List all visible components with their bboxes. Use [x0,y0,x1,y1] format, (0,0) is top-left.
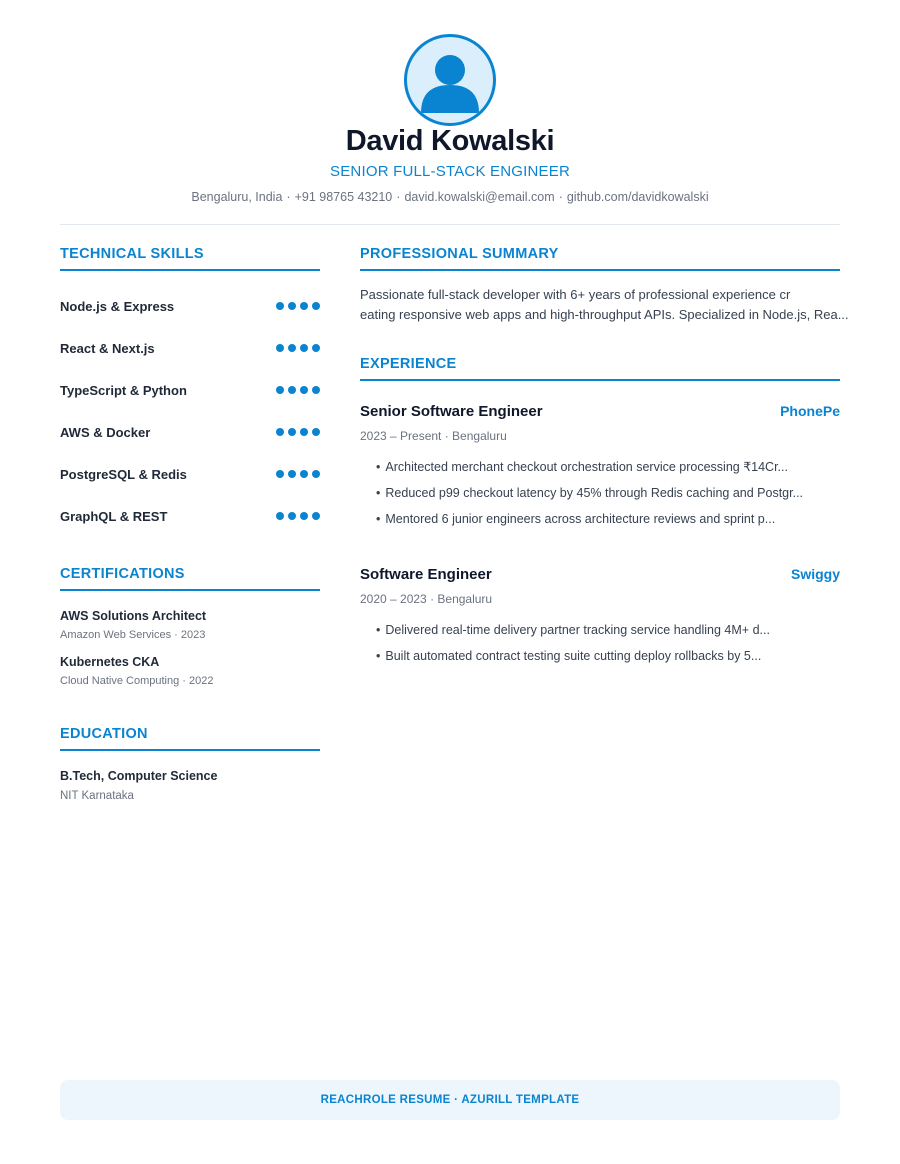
education-item [60,769,320,802]
skill-level-dot [276,302,284,310]
skill-name: GraphQL & REST [60,508,168,524]
skill-name: TypeScript & Python [60,382,187,398]
skill-level-dot [276,512,284,520]
education-section [60,726,320,802]
contact-location: Bengaluru, India [191,190,283,204]
skill-row [60,369,320,411]
candidate-title: SENIOR FULL-STACK ENGINEER [330,163,570,180]
skill-row [60,285,320,327]
skill-level [276,470,320,478]
skill-level-dot [300,344,308,352]
skill-level [276,428,320,436]
skill-name: AWS & Docker [60,424,151,440]
candidate-name: David Kowalski [345,125,555,157]
skill-level-dot [312,344,320,352]
contact-github: github.com/davidkowalski [566,190,709,204]
summary-line: eating responsive web apps and high-throughput APIs. Specialized in Node.js, Rea... [360,307,849,322]
certification-item [60,655,320,687]
skill-name: Node.js & Express [60,298,175,314]
skill-row [60,327,320,369]
skill-row [60,411,320,453]
contact-separator: · [396,190,401,204]
skill-level-dot [300,470,308,478]
education-degree: B.Tech, Computer Science [60,769,218,783]
job-company: PhonePe [780,403,840,419]
skill-level-dot [312,512,320,520]
job-header [360,566,840,583]
skill-level [276,512,320,520]
skill-level-dot [312,302,320,310]
summary-heading: PROFESSIONAL SUMMARY [360,246,840,271]
skill-level-dot [288,512,296,520]
job-bullet: • Reduced p99 checkout latency by 45% through Redis caching and Postgr... [376,483,840,509]
skill-level-dot [312,470,320,478]
job-bullets [360,457,840,535]
skill-row [60,453,320,495]
skill-level-dot [300,386,308,394]
skill-level-dot [276,470,284,478]
contact-separator: · [558,190,563,204]
skill-level-dot [288,344,296,352]
certifications-section [60,566,320,687]
job-meta: 2020 – 2023 · Bengaluru [360,592,493,606]
skill-level-dot [276,428,284,436]
certification-meta: Amazon Web Services · 2023 [60,629,206,641]
experience-section [360,356,840,535]
job-role: Software Engineer [360,566,492,583]
skill-level-dot [288,386,296,394]
certification-name: Kubernetes CKA [60,655,160,669]
skill-level-dot [300,302,308,310]
skill-level-dot [288,470,296,478]
skill-level-dot [276,386,284,394]
job-bullet: • Delivered real-time delivery partner tracking service handling 4M+ d... [376,620,840,646]
header-divider [60,224,840,225]
skill-name: React & Next.js [60,340,155,356]
footer-banner: REACHROLE RESUME · AZURILL TEMPLATE [60,1080,840,1120]
job-header [360,403,840,420]
skill-level-dot [312,386,320,394]
skill-row [60,495,320,537]
contact-line [0,190,900,204]
skill-level [276,344,320,352]
skill-level-dot [300,512,308,520]
certification-name: AWS Solutions Architect [60,609,207,623]
certifications-heading: CERTIFICATIONS [60,566,320,591]
summary-text [360,285,872,325]
contact-email: david.kowalski@email.com [404,190,555,204]
job-role: Senior Software Engineer [360,403,543,420]
skill-level-dot [288,302,296,310]
skill-level [276,302,320,310]
skill-list [60,285,320,537]
skill-level-dot [312,428,320,436]
summary-section [360,246,849,325]
contact-separator: · [286,190,291,204]
skill-level [276,386,320,394]
skill-level-dot [276,344,284,352]
skills-section [60,246,320,537]
job-meta: 2023 – Present · Bengaluru [360,429,507,443]
job-company: Swiggy [790,566,840,582]
skill-level-dot [288,428,296,436]
job-bullet: • Architected merchant checkout orchestration service processing ₹14Cr... [376,457,840,483]
skill-level-dot [300,428,308,436]
job-bullet: • Mentored 6 junior engineers across architecture reviews and sprint p... [376,509,840,535]
job-entry [360,566,840,672]
job-bullet: • Built automated contract testing suite cutting deploy rollbacks by 5... [376,646,840,672]
certification-item [60,609,320,641]
education-heading: EDUCATION [60,726,320,751]
summary-line: Passionate full-stack developer with 6+ years of professional experience cr [360,287,791,302]
experience-heading: EXPERIENCE [360,356,840,381]
job-entry [360,403,840,535]
skills-heading: TECHNICAL SKILLS [60,246,320,271]
job-bullets [360,620,840,672]
skill-name: PostgreSQL & Redis [60,466,187,482]
education-school: NIT Karnataka [60,790,134,802]
user-avatar-icon [404,34,496,126]
certification-meta: Cloud Native Computing · 2022 [60,675,214,687]
contact-phone: +91 98765 43210 [294,190,393,204]
